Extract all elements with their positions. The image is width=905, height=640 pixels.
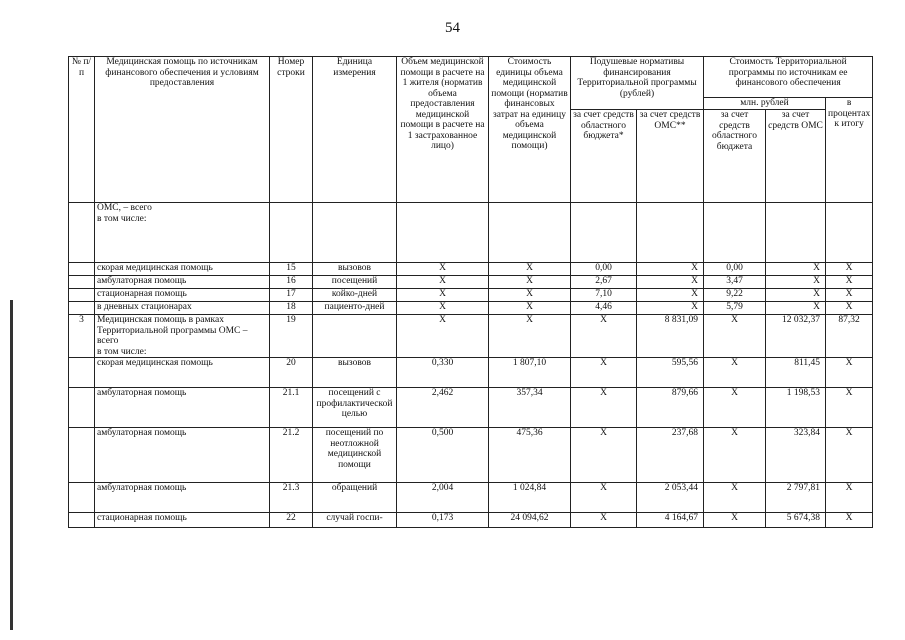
cell-num	[69, 289, 95, 302]
cell-unit	[313, 315, 397, 358]
cell-pc-oms: X	[637, 289, 704, 302]
cell-c-oms: 2 797,81	[766, 483, 826, 513]
cell-pc-budget: X	[571, 388, 637, 428]
cell-c-budget: 0,00	[704, 263, 766, 276]
cell-pc-budget: 4,46	[571, 302, 637, 315]
cell-row: 21.3	[270, 483, 313, 513]
cell-c-oms: X	[766, 276, 826, 289]
cell-pc-budget: X	[571, 483, 637, 513]
cell-pc-budget: X	[571, 428, 637, 483]
cell-name: скорая медицинская помощь	[95, 358, 270, 388]
cell-row: 17	[270, 289, 313, 302]
header-per-capita: Подушевые нормативы финансирования Территориальной программы (рублей)	[571, 57, 704, 110]
header-row-number: Номер строки	[270, 57, 313, 203]
cell-num	[69, 388, 95, 428]
cell-name: Медицинская помощь в рамках Территориальной программы ОМС – всего в том числе:	[95, 315, 270, 358]
table-row	[69, 513, 873, 528]
cell-pc-oms: 879,66	[637, 388, 704, 428]
cell-pct: X	[826, 276, 873, 289]
cell-num	[69, 358, 95, 388]
table-body	[69, 203, 873, 528]
cell-name: амбулаторная помощь	[95, 428, 270, 483]
header-program-cost: Стоимость Территориальной программы по источникам ее финансового обеспечения	[704, 57, 873, 98]
table-row	[69, 203, 873, 263]
cell-pc-budget: X	[571, 358, 637, 388]
cell-volume: X	[397, 315, 489, 358]
scan-edge-line	[10, 300, 13, 630]
cell-volume: 0,500	[397, 428, 489, 483]
cell-volume: X	[397, 302, 489, 315]
cell-c-budget: 5,79	[704, 302, 766, 315]
cell-volume: 0,330	[397, 358, 489, 388]
cell-c-oms: X	[766, 263, 826, 276]
cell-cost: X	[489, 302, 571, 315]
cell-pc-oms: 237,68	[637, 428, 704, 483]
cell-num	[69, 483, 95, 513]
cell-c-budget: X	[704, 513, 766, 528]
table-row	[69, 483, 873, 513]
header-percent: в процентах к итогу	[826, 98, 873, 203]
cell-name: амбулаторная помощь	[95, 483, 270, 513]
header-per-capita-oms: за счет средств ОМС**	[637, 110, 704, 203]
cell-volume: X	[397, 289, 489, 302]
cell-volume: 2,004	[397, 483, 489, 513]
table-row	[69, 302, 873, 315]
cell-pc-oms: 595,56	[637, 358, 704, 388]
cell-num	[69, 302, 95, 315]
cell-row: 18	[270, 302, 313, 315]
table-row	[69, 428, 873, 483]
cell-volume: 0,173	[397, 513, 489, 528]
cell-pc-oms: 4 164,67	[637, 513, 704, 528]
cell-volume: 2,462	[397, 388, 489, 428]
cell-row	[270, 203, 313, 263]
cell-row: 20	[270, 358, 313, 388]
cell-num	[69, 263, 95, 276]
header-mln-rub: млн. рублей	[704, 98, 826, 110]
cell-c-budget: 3,47	[704, 276, 766, 289]
cell-pc-budget: 2,67	[571, 276, 637, 289]
cell-pc-budget: X	[571, 513, 637, 528]
cell-pc-budget: 7,10	[571, 289, 637, 302]
cell-pc-oms: 8 831,09	[637, 315, 704, 358]
table-row	[69, 315, 873, 358]
cell-pc-budget	[571, 203, 637, 263]
cell-cost: 475,36	[489, 428, 571, 483]
cell-c-budget: X	[704, 483, 766, 513]
cell-unit: посещений	[313, 276, 397, 289]
cell-unit: вызовов	[313, 358, 397, 388]
cell-c-oms: 1 198,53	[766, 388, 826, 428]
cell-pct: X	[826, 263, 873, 276]
header-cost-budget: за счет средств областного бюджета	[704, 110, 766, 203]
page-number: 54	[445, 20, 460, 36]
cell-pct: X	[826, 388, 873, 428]
cell-unit: койко-дней	[313, 289, 397, 302]
cell-c-oms: 323,84	[766, 428, 826, 483]
cell-name: ОМС, – всего в том числе:	[95, 203, 270, 263]
funding-table	[68, 56, 873, 528]
header-volume: Объем медицинской помощи в расчете на 1 жителя (норматив объема предоставления медицинской помощи в расчете на 1 застрахованное лицо)	[397, 57, 489, 203]
cell-pct: 87,32	[826, 315, 873, 358]
cell-name: в дневных стационарах	[95, 302, 270, 315]
table-row	[69, 263, 873, 276]
cell-volume	[397, 203, 489, 263]
header-cost-oms: за счет средств ОМС	[766, 110, 826, 203]
cell-unit: вызовов	[313, 263, 397, 276]
cell-unit: пациенто-дней	[313, 302, 397, 315]
cell-num	[69, 276, 95, 289]
table-row	[69, 388, 873, 428]
cell-volume: X	[397, 276, 489, 289]
cell-c-oms: 811,45	[766, 358, 826, 388]
cell-num	[69, 203, 95, 263]
cell-pct: X	[826, 358, 873, 388]
cell-c-oms: X	[766, 302, 826, 315]
cell-cost: 1 807,10	[489, 358, 571, 388]
cell-pct	[826, 203, 873, 263]
cell-c-oms: X	[766, 289, 826, 302]
cell-cost: 1 024,84	[489, 483, 571, 513]
header-num: № п/п	[69, 57, 95, 203]
cell-c-oms: 12 032,37	[766, 315, 826, 358]
cell-num	[69, 513, 95, 528]
cell-c-budget: X	[704, 315, 766, 358]
cell-c-oms: 5 674,38	[766, 513, 826, 528]
cell-pc-oms: 2 053,44	[637, 483, 704, 513]
cell-pc-budget: 0,00	[571, 263, 637, 276]
cell-c-budget: X	[704, 358, 766, 388]
cell-num: 3	[69, 315, 95, 358]
cell-c-budget: 9,22	[704, 289, 766, 302]
cell-pct: X	[826, 513, 873, 528]
cell-pct: X	[826, 428, 873, 483]
header-cost-unit: Стоимость единицы объема медицинской помощи (норматив финансовых затрат на единицу объема медицинской помощи)	[489, 57, 571, 203]
cell-pct: X	[826, 483, 873, 513]
cell-row: 21.1	[270, 388, 313, 428]
cell-cost: 24 094,62	[489, 513, 571, 528]
cell-cost: X	[489, 263, 571, 276]
cell-name: стационарная помощь	[95, 289, 270, 302]
cell-unit: обращений	[313, 483, 397, 513]
cell-c-oms	[766, 203, 826, 263]
cell-pc-oms	[637, 203, 704, 263]
header-unit: Единица измерения	[313, 57, 397, 203]
cell-cost	[489, 203, 571, 263]
table-row	[69, 358, 873, 388]
cell-cost: X	[489, 276, 571, 289]
cell-volume: X	[397, 263, 489, 276]
table-row	[69, 289, 873, 302]
cell-pct: X	[826, 302, 873, 315]
cell-row: 21.2	[270, 428, 313, 483]
table-row	[69, 276, 873, 289]
cell-name: скорая медицинская помощь	[95, 263, 270, 276]
cell-num	[69, 428, 95, 483]
cell-c-budget: X	[704, 428, 766, 483]
cell-row: 16	[270, 276, 313, 289]
cell-pc-budget: X	[571, 315, 637, 358]
cell-c-budget: X	[704, 388, 766, 428]
cell-name: амбулаторная помощь	[95, 276, 270, 289]
cell-unit	[313, 203, 397, 263]
funding-table-container	[68, 56, 873, 528]
cell-unit: посещений по неотложной медицинской помощи	[313, 428, 397, 483]
cell-pc-oms: X	[637, 302, 704, 315]
cell-row: 22	[270, 513, 313, 528]
header-per-capita-budget: за счет средств областного бюджета*	[571, 110, 637, 203]
cell-pc-oms: X	[637, 276, 704, 289]
cell-cost: X	[489, 315, 571, 358]
cell-pc-oms: X	[637, 263, 704, 276]
cell-unit: случай госпи-	[313, 513, 397, 528]
cell-row: 15	[270, 263, 313, 276]
cell-row: 19	[270, 315, 313, 358]
header-name: Медицинская помощь по источникам финансового обеспечения и условиям предоставления	[95, 57, 270, 203]
cell-c-budget	[704, 203, 766, 263]
cell-cost: 357,34	[489, 388, 571, 428]
cell-unit: посещений с профилактической целью	[313, 388, 397, 428]
cell-pct: X	[826, 289, 873, 302]
cell-name: амбулаторная помощь	[95, 388, 270, 428]
cell-cost: X	[489, 289, 571, 302]
cell-name: стационарная помощь	[95, 513, 270, 528]
